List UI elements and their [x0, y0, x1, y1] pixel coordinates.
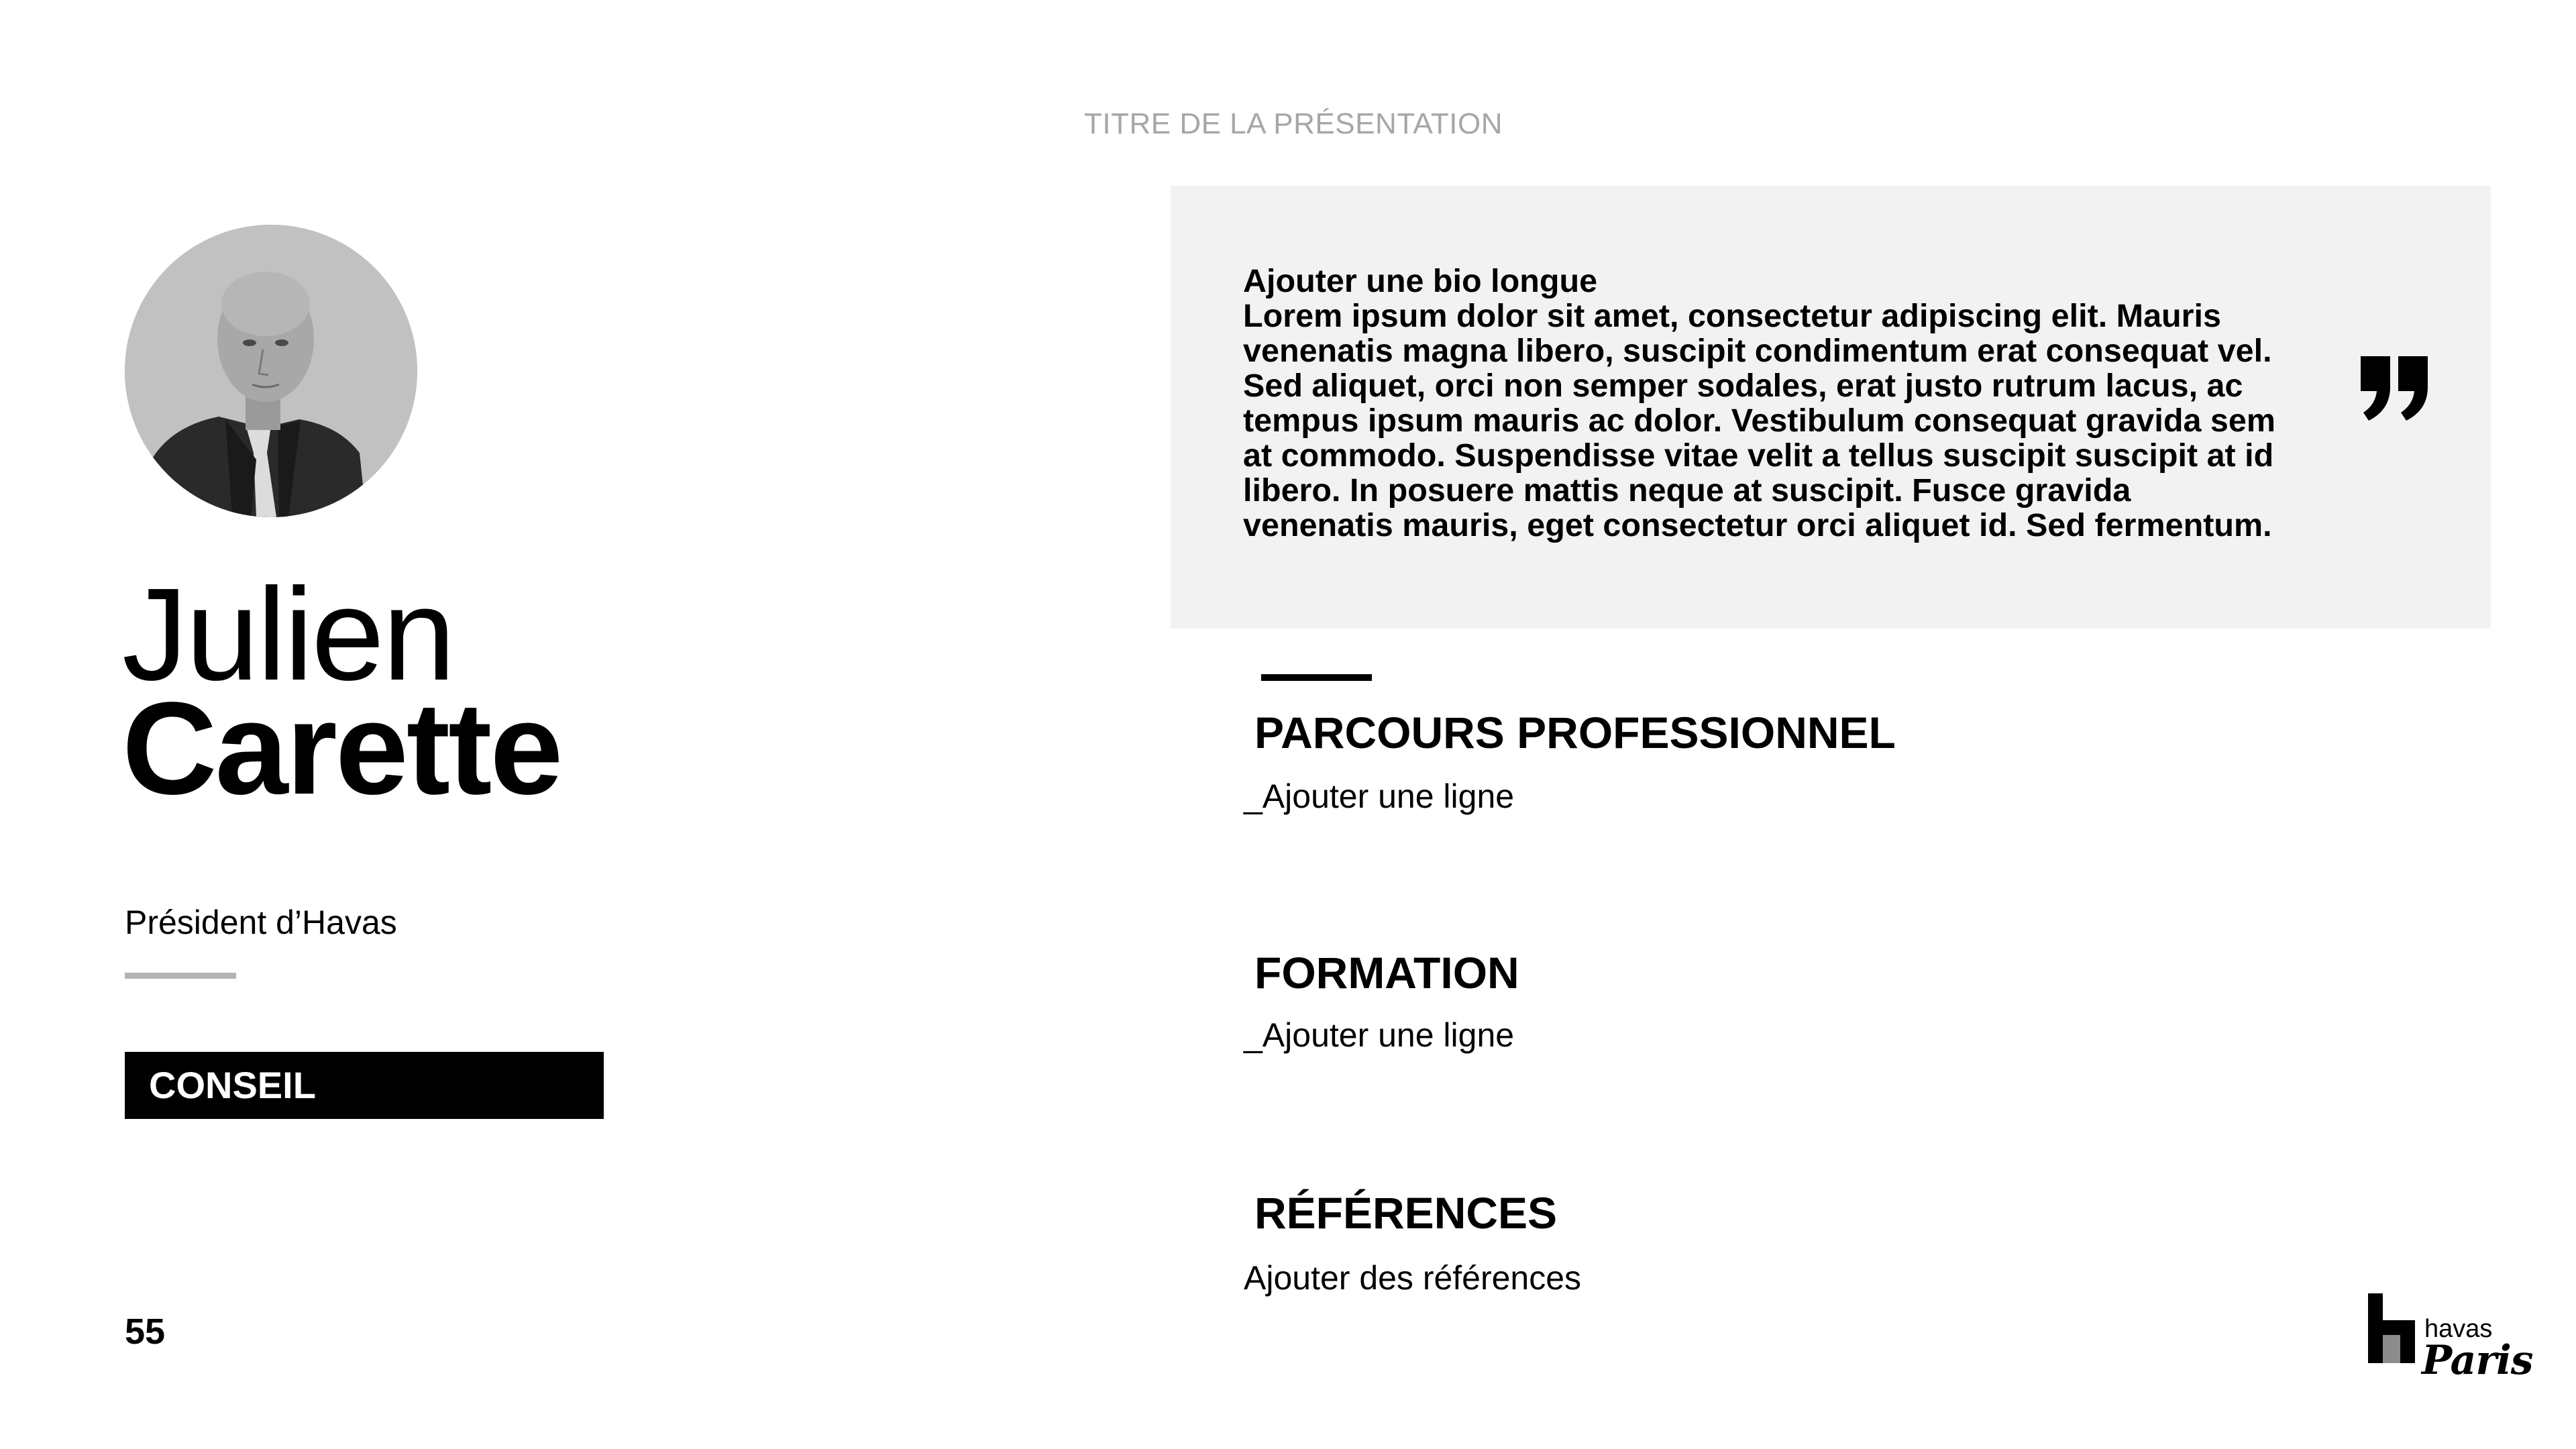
bio-heading: Ajouter une bio longue	[1243, 263, 1598, 299]
closing-quote-icon	[2358, 354, 2432, 427]
havas-paris-logo	[2368, 1293, 2533, 1385]
logo-text-paris: Paris	[2422, 1337, 2533, 1384]
section-accent-rule	[1261, 674, 1372, 681]
profile-photo	[125, 225, 417, 517]
bio-panel	[1171, 186, 2491, 629]
havas-logo-mark	[2368, 1293, 2418, 1363]
portrait-photo	[125, 225, 417, 517]
divider	[125, 973, 236, 979]
bio-body: Lorem ipsum dolor sit amet, consectetur adipiscing elit. Mauris venenatis magna libero, suscipit condimentum erat consequat vel. Sed aliquet, orci non semper sodales, erat justo rutrum lacus, ac tempus ipsum mauris ac dolor. Vestibulum consequat gravida sem at commodo. Suspendisse vitae velit a tellus suscipit suscipit at id libero. In posuere mattis neque at suscipit. Fusce gravida venenatis mauris, eget consectetur orci aliquet id. Sed fermentum.	[1243, 298, 2275, 543]
last-name: Carette	[122, 675, 561, 822]
page-number: 55	[125, 1311, 166, 1352]
presentation-title: TITRE DE LA PRÉSENTATION	[1084, 107, 1503, 140]
logo-text-havas: havas	[2424, 1315, 2493, 1343]
section-line-education: _Ajouter une ligne	[1244, 1016, 1515, 1054]
section-title-references: RÉFÉRENCES	[1254, 1188, 1558, 1238]
first-name: Julien	[122, 561, 454, 708]
category-tag	[125, 1052, 604, 1119]
section-title-education: FORMATION	[1254, 948, 1519, 998]
bio-text	[1243, 264, 2290, 543]
category-tag-label: CONSEIL	[149, 1064, 316, 1106]
job-role: Président d’Havas	[125, 904, 397, 941]
section-title-career: PARCOURS PROFESSIONNEL	[1254, 708, 1896, 757]
section-line-references: Ajouter des références	[1244, 1259, 1582, 1297]
section-line-career: _Ajouter une ligne	[1244, 777, 1515, 815]
